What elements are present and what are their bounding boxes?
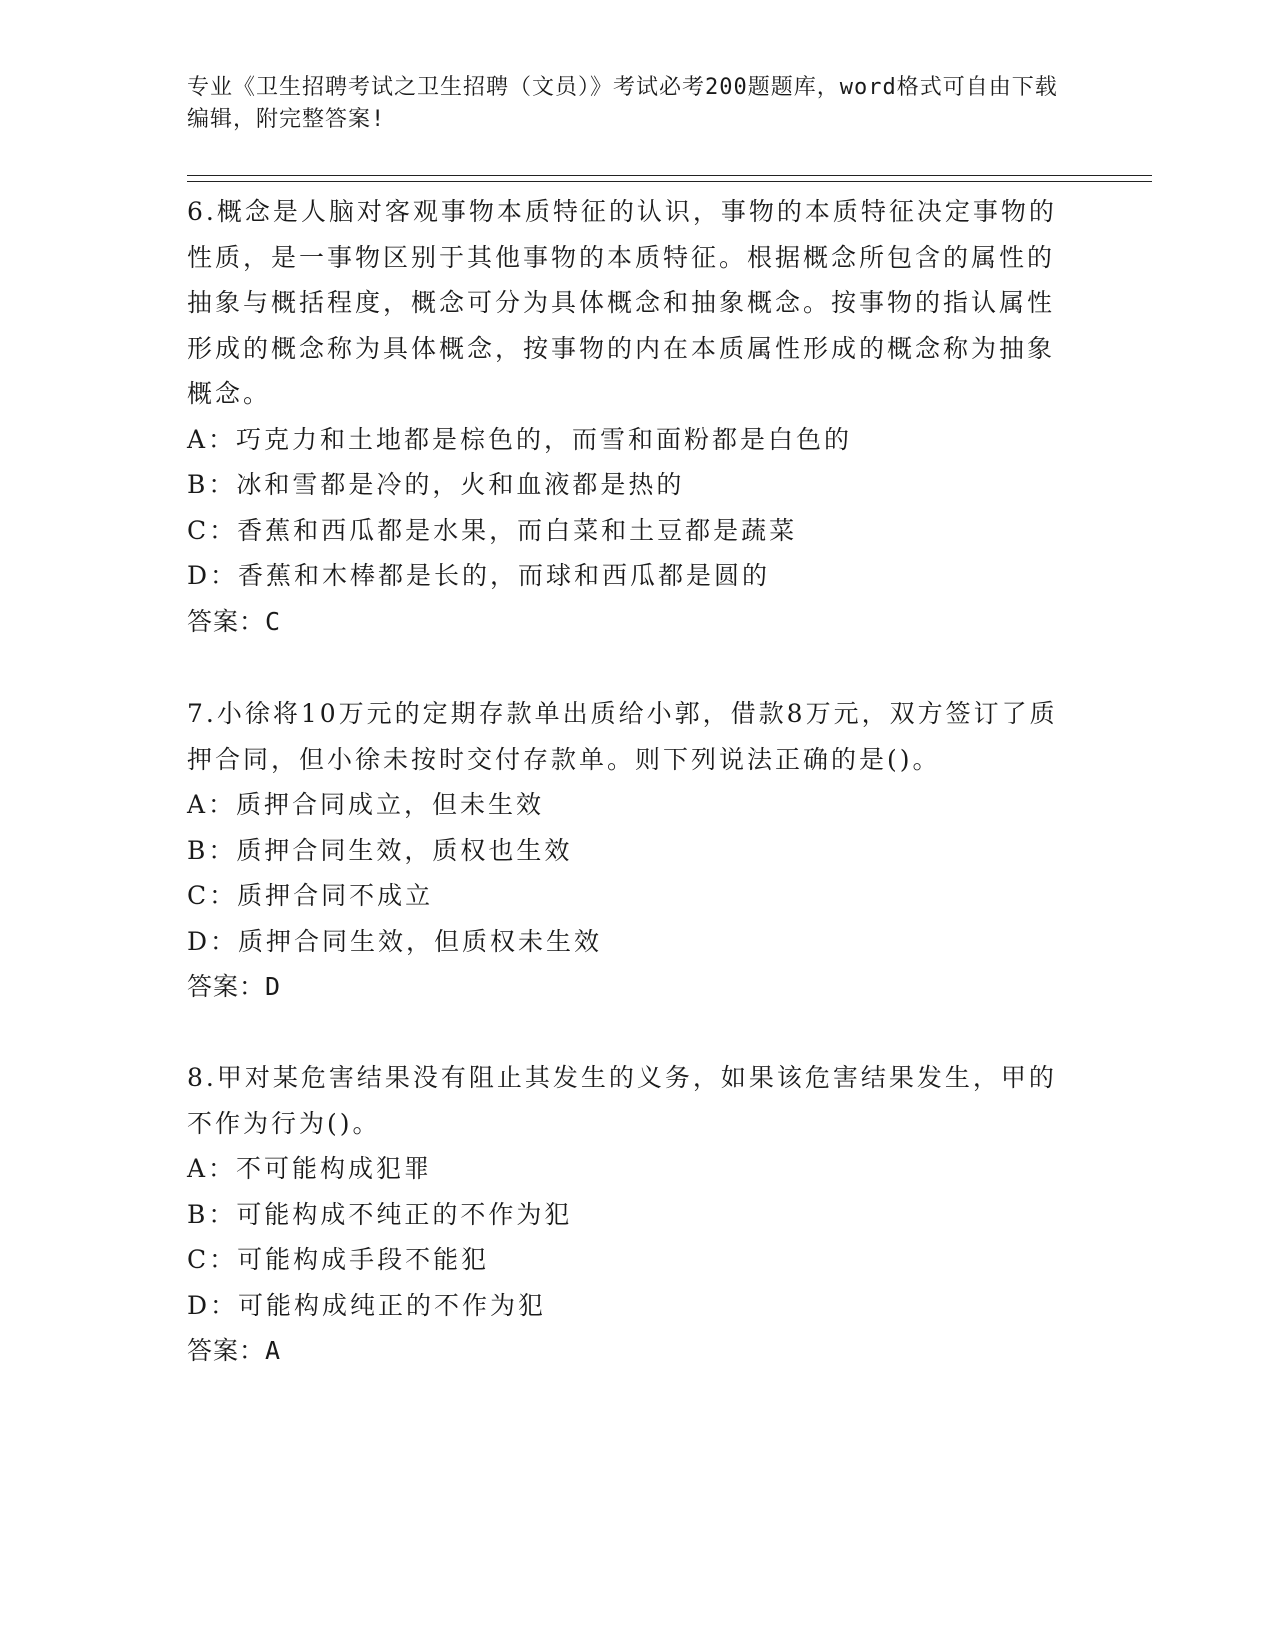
option-b: B：质押合同生效，质权也生效	[187, 835, 573, 865]
option-b: B：冰和雪都是冷的，火和血液都是热的	[187, 470, 685, 499]
option-a: A：不可能构成犯罪	[187, 1154, 433, 1183]
answer: 答案：C	[187, 606, 282, 636]
answer: 答案：A	[187, 1336, 282, 1365]
option-c: C：香蕉和西瓜都是水果，而白菜和土豆都是蔬菜	[187, 515, 798, 545]
header-rule-bottom	[187, 181, 1152, 182]
document-header: 专业《卫生招聘考试之卫生招聘（文员）》考试必考200题题库，word格式可自由下载编辑，附完整答案!	[187, 75, 1058, 132]
header-rule-top	[187, 175, 1152, 176]
option-c: C：质押合同不成立	[187, 881, 434, 910]
option-c: C：可能构成手段不能犯	[187, 1245, 490, 1274]
question-7	[187, 691, 1067, 1010]
option-d: D：质押合同生效，但质权未生效	[187, 926, 603, 956]
option-d: D：香蕉和木棒都是长的，而球和西瓜都是圆的	[187, 561, 771, 590]
option-a: A：质押合同成立，但未生效	[187, 790, 545, 819]
question-stem: 7.小徐将10万元的定期存款单出质给小郭，借款8万元，双方签订了质押合同，但小徐未按时交付存款单。则下列说法正确的是()。	[187, 699, 1058, 774]
option-a: A：巧克力和土地都是棕色的，而雪和面粉都是白色的	[187, 424, 853, 454]
question-stem: 8.甲对某危害结果没有阻止其发生的义务，如果该危害结果发生，甲的不作为行为()。	[187, 1063, 1057, 1138]
question-8	[187, 1055, 1067, 1374]
option-b: B：可能构成不纯正的不作为犯	[187, 1199, 573, 1229]
answer: 答案：D	[187, 972, 282, 1001]
question-6	[187, 189, 1067, 644]
option-d: D：可能构成纯正的不作为犯	[187, 1290, 547, 1320]
question-stem: 6.概念是人脑对客观事物本质特征的认识，事物的本质特征决定事物的性质，是一事物区别于其他事物的本质特征。根据概念所包含的属性的抽象与概括程度，概念可分为具体概念和抽象概念。按事物的指认属性形成的概念称为具体概念，按事物的内在本质属性形成的概念称为抽象概念。	[187, 197, 1057, 408]
